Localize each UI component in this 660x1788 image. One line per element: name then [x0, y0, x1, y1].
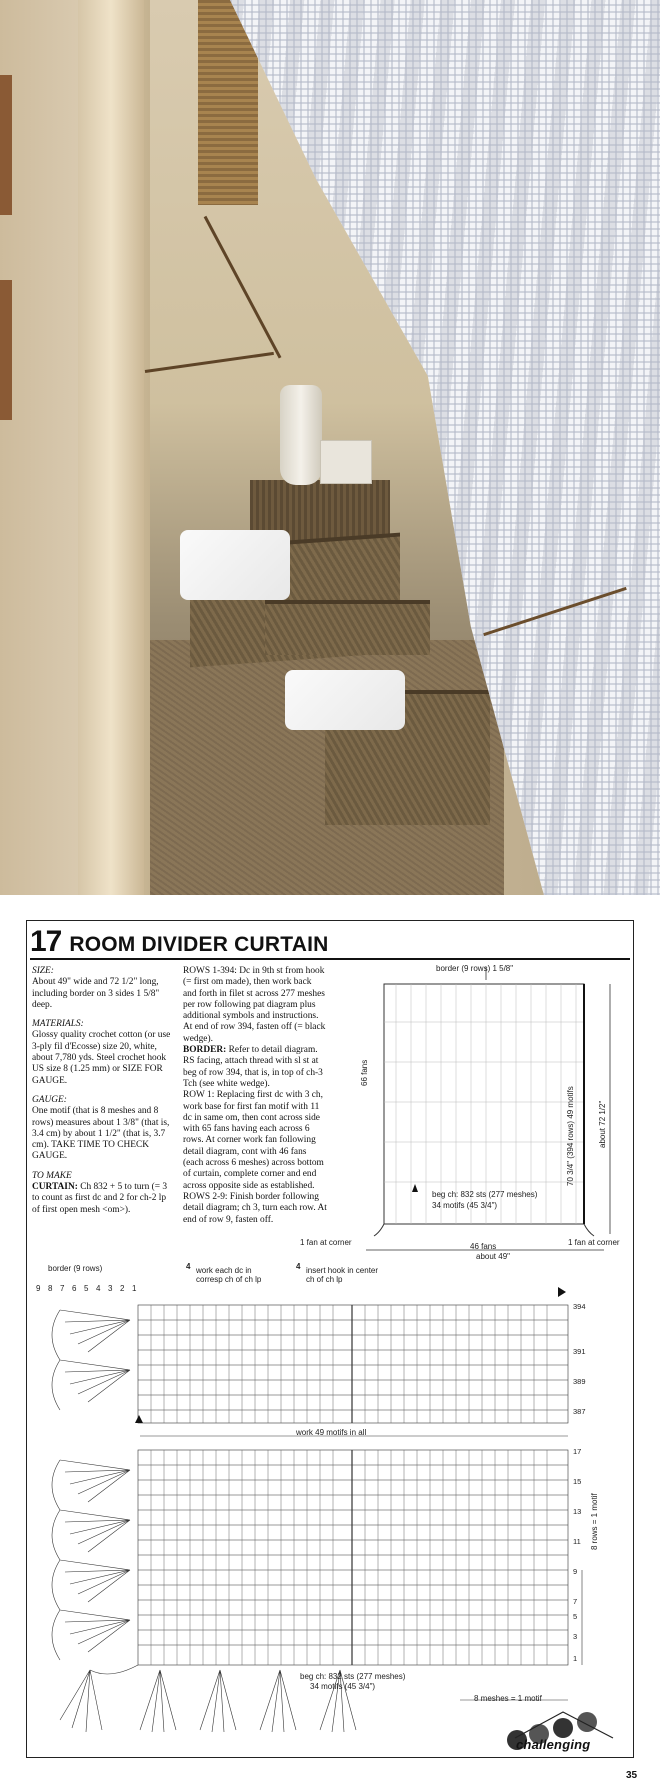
schematic-beg-ch: beg ch: 832 sts (277 meshes) — [432, 1190, 538, 1199]
row-number: 387 — [573, 1407, 586, 1416]
box — [320, 440, 372, 484]
size-text: About 49" wide and 72 1/2" long, including border on 3 sides 1 5/8" deep. — [32, 977, 160, 1010]
rows-label: ROWS 1-394: — [183, 966, 237, 976]
row-number: 11 — [573, 1537, 581, 1546]
row-number: 5 — [573, 1612, 578, 1621]
pattern-number: 17 — [30, 925, 62, 958]
to-make-heading: TO MAKE — [32, 1170, 72, 1181]
row-number: 17 — [573, 1447, 582, 1456]
row-number: 394 — [573, 1302, 586, 1311]
schematic-length: about 72 1/2" — [598, 1100, 607, 1148]
border-row-8: 8 — [48, 1284, 53, 1293]
border-label: BORDER: — [183, 1045, 227, 1056]
challenge-logo-text: challenging — [516, 1737, 591, 1752]
row1-text: Replacing first dc with 3 ch, work base for first fan motif with 11 dc in same om, then cont across side with 65 fans having each across 6 rows. At corner work fan following detail diagram, cont with 46 fans (each across 6 meshes) across bottom of curtain, complete corner and end across opposite side as established. — [183, 1090, 324, 1191]
materials-text: Glossy quality crochet cotton (or use 3-ply fil d'Ecosse) size 20, white, about 7,780 yds. Steel crochet hook US size 8 (1.25 mm) or SIZE FOR GAUGE. — [32, 1030, 171, 1086]
chart-drawing — [30, 1260, 636, 1740]
row-number: 15 — [573, 1477, 582, 1486]
schematic-66-fans: 66 fans — [360, 1059, 369, 1086]
row1-label: ROW 1: — [183, 1090, 215, 1101]
pattern-name: ROOM DIVIDER CURTAIN — [69, 933, 329, 956]
meshes-per-motif-label: 8 meshes = 1 motif — [474, 1694, 542, 1703]
curtain-label: CURTAIN: — [32, 1182, 78, 1193]
instructions-column-1 — [32, 966, 175, 1216]
border-text: Refer to detail diagram. RS facing, attach thread with sl st at beg of row 394, that is, in top of ch-3 Tch (see white wedge). — [183, 1045, 323, 1089]
chart-border-rows-label: border (9 rows) — [48, 1264, 103, 1273]
rows-paragraph — [183, 966, 327, 1045]
towel — [180, 530, 290, 600]
border-paragraph — [183, 1045, 327, 1090]
row-number: 9 — [573, 1567, 578, 1576]
border-row-7: 7 — [60, 1284, 65, 1293]
schematic-width: about 49" — [476, 1252, 510, 1261]
wall-pillar — [78, 0, 144, 895]
size-heading: SIZE: — [32, 966, 54, 976]
instructions-column-2 — [183, 966, 327, 1226]
vase — [280, 385, 322, 485]
gauge-text: One motif (that is 8 meshes and 8 rows) measures about 1 3/8" (that is, 3.4 cm) by about 1 1/2" (that is, 3.7 cm). TAKE TIME TO CHECK GAUGE. — [32, 1106, 170, 1162]
border-row-5: 5 — [84, 1284, 89, 1293]
schematic-corner-right: 1 fan at corner — [568, 1238, 620, 1247]
border-row-9: 9 — [36, 1284, 41, 1293]
border-row-2: 2 — [120, 1284, 125, 1293]
page-number: 35 — [626, 1770, 638, 1781]
row-number: 391 — [573, 1347, 586, 1356]
wicker-basket — [265, 600, 430, 655]
chart-beg-ch: beg ch: 832 sts (277 meshes) — [300, 1672, 406, 1681]
row1-paragraph — [183, 1090, 327, 1226]
crochet-chart — [30, 1260, 636, 1740]
row-number: 389 — [573, 1377, 586, 1386]
rows29-label: ROWS 2-9: — [183, 1191, 228, 1202]
size-schematic — [300, 962, 632, 1262]
symbol-note-1-number: 4 — [186, 1262, 191, 1271]
schematic-46-fans: 46 fans — [470, 1242, 497, 1251]
curtain-paragraph — [32, 1182, 175, 1216]
title-rule — [30, 958, 630, 960]
work-motifs-label: work 49 motifs in all — [296, 1428, 367, 1437]
schematic-border-label: border (9 rows) 1 5/8" — [436, 964, 514, 973]
schematic-rows-height: 70 3/4" (394 rows) 49 motifs — [566, 1086, 575, 1186]
border-row-1: 1 — [132, 1284, 137, 1293]
border-row-6: 6 — [72, 1284, 77, 1293]
row-number: 1 — [573, 1654, 578, 1663]
row-number: 7 — [573, 1597, 578, 1606]
picture-frame — [0, 75, 12, 215]
symbol-note-2: insert hook in center ch of ch lp — [306, 1266, 379, 1284]
picture-frame — [0, 280, 12, 420]
rows-text: Dc in 9th st from hook (= first om made), then work back and forth in filet st across 277 meshes per row following pat diagram plus additional symbols and instructions. At end of row 394, fasten off (= black wedge). — [183, 966, 326, 1044]
symbol-note-2-number: 4 — [296, 1262, 301, 1271]
towel — [285, 670, 405, 730]
gauge-heading: GAUGE: — [32, 1094, 67, 1105]
border-row-3: 3 — [108, 1284, 113, 1293]
materials-heading: MATERIALS: — [32, 1019, 84, 1030]
chart-motifs: 34 motifs (45 3/4") — [310, 1682, 376, 1691]
schematic-motifs: 34 motifs (45 3/4") — [432, 1201, 498, 1210]
schematic-corner-left: 1 fan at corner — [300, 1238, 352, 1247]
row-number: 13 — [573, 1507, 582, 1516]
border-row-4: 4 — [96, 1284, 101, 1293]
symbol-note-1: work each dc in corresp ch of ch lp — [196, 1266, 262, 1284]
rows-per-motif-label: 8 rows = 1 motif — [590, 1493, 599, 1550]
pattern-title — [30, 925, 328, 959]
rows29-text: Finish border following detail diagram; ch 3, turn each row. At end of row 9, fasten off. — [183, 1191, 327, 1225]
schematic-drawing — [336, 962, 632, 1262]
row-number: 3 — [573, 1632, 578, 1641]
curtain-text: Ch 832 + 5 to turn (= 3 to count as first dc and 2 for ch-2 lp of first open mesh <om>). — [32, 1182, 168, 1215]
